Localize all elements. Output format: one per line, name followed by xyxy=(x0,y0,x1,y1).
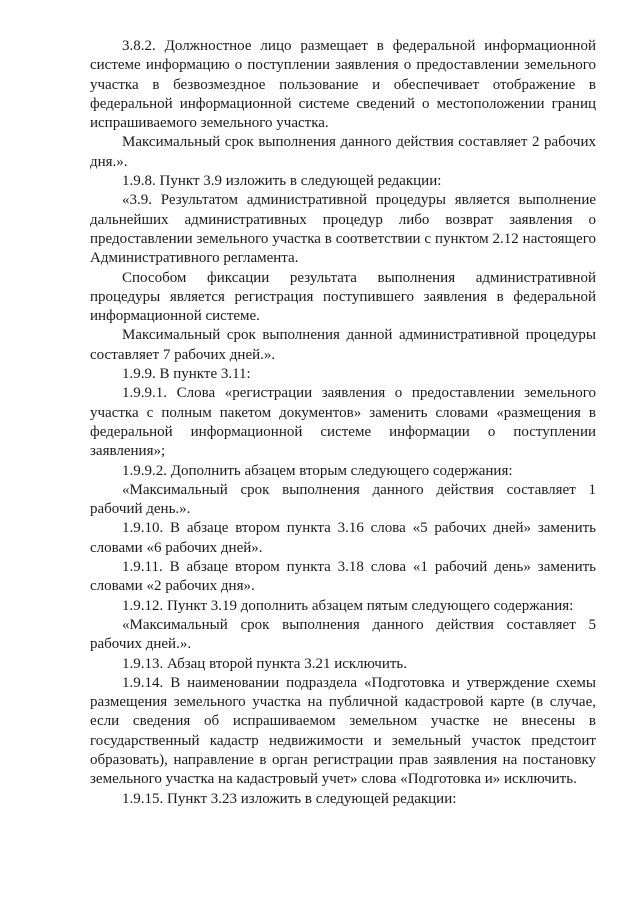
document-body xyxy=(90,37,596,809)
paragraph-1-9-13: 1.9.13. Абзац второй пункта 3.21 исключить. xyxy=(122,655,408,672)
paragraph-fixation-method: Способом фиксации результата выполнения административной процедуры является регистрация поступившего заявления в федеральной информационной системе. xyxy=(90,269,596,325)
paragraph-1-9-9: 1.9.9. В пункте 3.11: xyxy=(122,366,251,383)
paragraph-max-term-2-days: Максимальный срок выполнения данного действия составляет 2 рабочих дня.». xyxy=(90,134,596,170)
paragraph-1-9-9-2: 1.9.9.2. Дополнить абзацем вторым следующего содержания: xyxy=(122,462,513,479)
paragraph-max-term-7-days: Максимальный срок выполнения данной административной процедуры составляет 7 рабочих дней.». xyxy=(90,327,596,363)
paragraph-3-9-result: «3.9. Результатом административной процедуры является выполнение дальнейших административных процедур либо возврат заявления о предоставлении земельного участка в соответствии с пунктом 2.12 настоящего Административного регламента. xyxy=(90,192,596,267)
paragraph-max-term-1-day: «Максимальный срок выполнения данного действия составляет 1 рабочий день.». xyxy=(90,481,596,518)
paragraph-1-9-8: 1.9.8. Пункт 3.9 изложить в следующей редакции: xyxy=(122,173,442,190)
paragraph-3-8-2: 3.8.2. Должностное лицо размещает в федеральной информационной системе информацию о поступлении заявления о предоставлении земельного участка в безвозмездное пользование и обеспечивает отображение в федеральной информационной системе сведений о местоположении границ испрашиваемого земельного участка. xyxy=(90,38,596,132)
paragraph-1-9-9-1: 1.9.9.1. Слова «регистрации заявления о предоставлении земельного участка с полным пакетом документов» заменить словами «размещения в федеральной информационной системе информации о поступлении заявления»; xyxy=(90,385,596,460)
paragraph-1-9-15: 1.9.15. Пункт 3.23 изложить в следующей редакции: xyxy=(122,790,457,807)
paragraph-1-9-10: 1.9.10. В абзаце втором пункта 3.16 слова «5 рабочих дней» заменить словами «6 рабочих дней». xyxy=(90,520,596,556)
paragraph-1-9-12: 1.9.12. Пункт 3.19 дополнить абзацем пятым следующего содержания: xyxy=(122,597,574,614)
paragraph-max-term-5-days: «Максимальный срок выполнения данного действия составляет 5 рабочих дней.». xyxy=(90,616,596,653)
paragraph-1-9-14: 1.9.14. В наименовании подраздела «Подготовка и утверждение схемы размещения земельного участка на публичной кадастровой карте (в случае, если сведения об испрашиваемом земельном участке не внесены в государственный кадастр недвижимости и земельный участок предстоит образовать), направление в орган регистрации прав заявления на постановку земельного участка на кадастровый учет» слова «Подготовка и» исключить. xyxy=(90,674,596,788)
paragraph-1-9-11: 1.9.11. В абзаце втором пункта 3.18 слова «1 рабочий день» заменить словами «2 рабочих дня». xyxy=(90,559,596,595)
